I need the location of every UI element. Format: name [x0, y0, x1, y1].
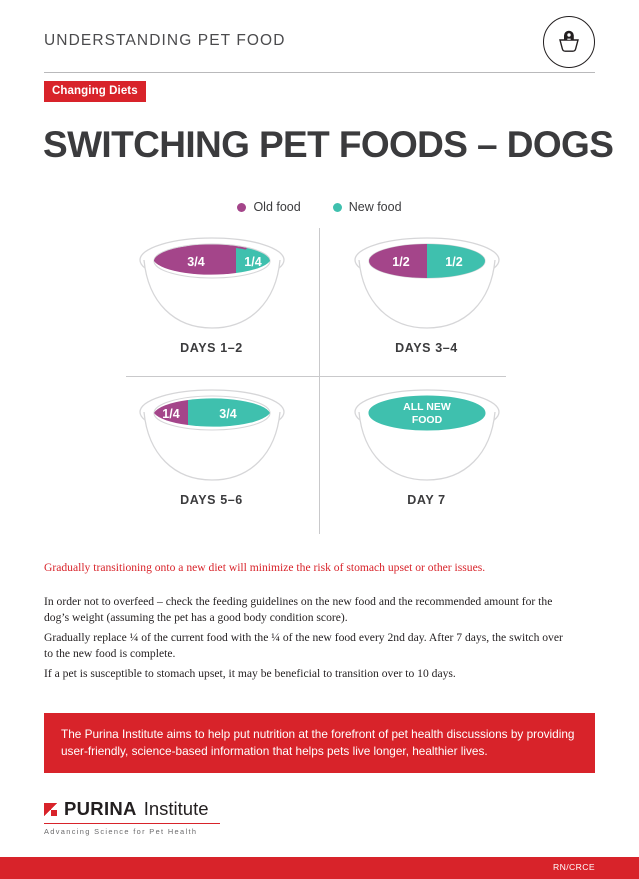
bowl-graphic-days-1-2 — [134, 230, 290, 345]
document-header — [44, 16, 595, 68]
sub-brand-name: Institute — [143, 798, 209, 819]
bowl-new-value-day-7-line1: ALL NEW — [402, 401, 451, 413]
bowl-cell-day-7 — [319, 380, 534, 532]
legend-item-old-food — [237, 200, 300, 214]
legend-item-new-food — [333, 200, 402, 214]
footer-code: RN/CRCE — [553, 862, 595, 872]
legend-dot-new-food-icon — [333, 203, 342, 212]
bowl-old-value-days-3-4: 1/2 — [391, 255, 410, 269]
bowl-cell-days-5-6 — [104, 380, 319, 532]
legend-dot-old-food-icon — [237, 203, 246, 212]
bowl-new-value-days-3-4: 1/2 — [444, 255, 463, 269]
bowl-cell-days-3-4 — [319, 228, 534, 380]
header-divider — [44, 72, 595, 73]
body-paragraph-2: Gradually replace ¼ of the current food with the ¼ of the new food every 2nd day. After 7 days, the switch over to the new food is complete. — [44, 631, 563, 661]
mission-callout: The Purina Institute aims to help put nutrition at the forefront of pet health discussions by providing user-friendly, science-based information that helps pets live longer, healthier lives. — [44, 713, 595, 773]
logo-tagline: Advancing Science for Pet Health — [44, 827, 198, 837]
legend-label-old-food: Old food — [253, 200, 301, 214]
page-title: UNDERSTANDING PET FOOD — [44, 32, 286, 49]
bowl-new-value-days-1-2: 1/4 — [243, 255, 262, 269]
body-paragraph-3: If a pet is susceptible to stomach upset, it may be beneficial to transition over to 10 days. — [44, 667, 456, 680]
main-heading: SWITCHING PET FOODS – DOGS — [43, 124, 614, 165]
bowl-old-value-days-5-6: 1/4 — [161, 407, 180, 421]
bowl-label-day-7: DAY 7 — [407, 493, 446, 507]
legend-label-new-food: New food — [348, 200, 402, 214]
purina-checkerboard-icon — [44, 802, 57, 815]
bowl-new-value-days-5-6: 3/4 — [218, 407, 237, 421]
bowl-label-days-1-2: DAYS 1–2 — [180, 341, 243, 355]
bowl-label-days-5-6: DAYS 5–6 — [180, 493, 243, 507]
status-badge: Changing Diets — [44, 81, 146, 102]
highlight-text: Gradually transitioning onto a new diet will minimize the risk of stomach upset or other issues. — [44, 561, 486, 574]
body-paragraph-1: In order not to overfeed – check the feeding guidelines on the new food and the recommended amount for the dog’s weight (assuming the pet has a good body condition score). — [44, 595, 553, 625]
bowl-graphic-days-5-6 — [134, 382, 290, 497]
bowl-graphic-days-3-4 — [349, 230, 505, 345]
bowl-label-days-3-4: DAYS 3–4 — [395, 341, 458, 355]
footer-bar — [0, 857, 639, 879]
logo-divider — [44, 823, 220, 824]
pet-food-bowl-icon — [554, 27, 584, 57]
pet-food-bowl-badge — [543, 16, 595, 68]
bowl-graphic-day-7 — [349, 382, 505, 497]
bowl-new-value-day-7-line2: FOOD — [411, 414, 442, 426]
bowl-cell-days-1-2 — [104, 228, 319, 380]
brand-name: PURINA — [64, 798, 137, 819]
bowl-old-value-days-1-2: 3/4 — [186, 255, 205, 269]
bowl-diagram-grid — [104, 228, 534, 538]
legend — [0, 200, 639, 214]
purina-institute-logo — [44, 798, 284, 836]
